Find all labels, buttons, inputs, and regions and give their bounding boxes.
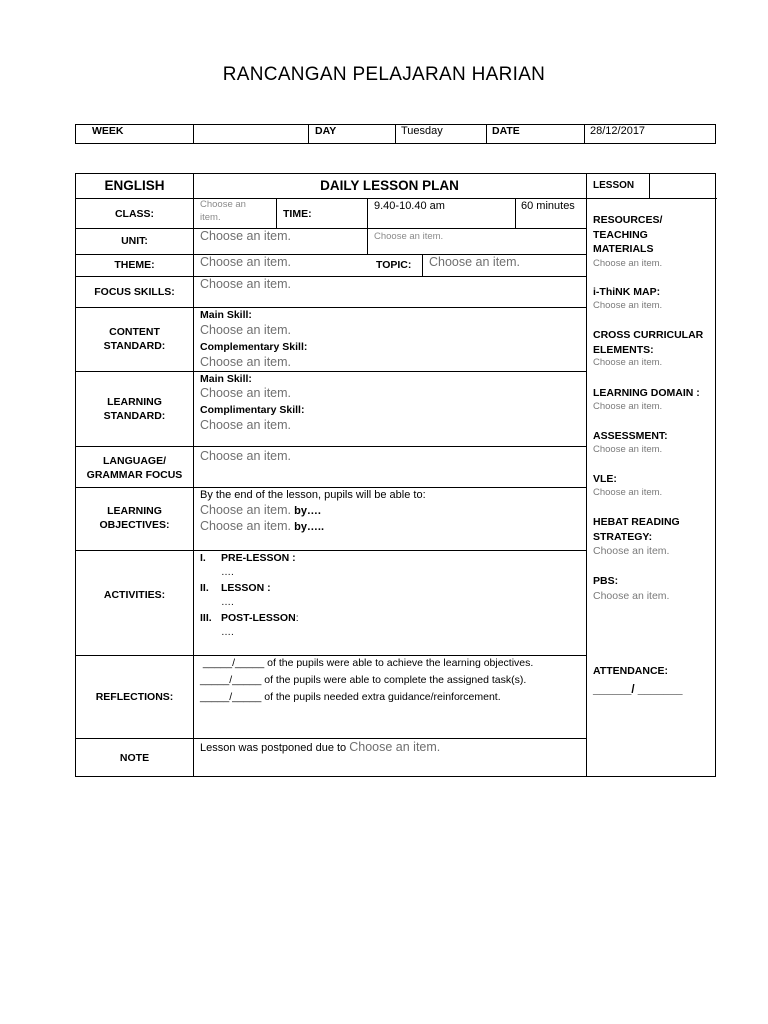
objective-2-by: by….. — [294, 521, 325, 533]
post-lesson-line — [200, 611, 212, 625]
ithink-map-dropdown[interactable]: Choose an item. — [593, 300, 663, 311]
topic-label: TOPIC: — [376, 259, 412, 271]
post-lesson-label: POST-LESSON — [221, 612, 296, 624]
lesson-activity-detail[interactable]: …. — [221, 597, 234, 608]
content-standard-label: CONTENT STANDARD: — [103, 326, 166, 352]
reflection-line-2[interactable]: _____/_____ of the pupils were able to complete the assigned task(s). — [200, 674, 527, 686]
note-line — [200, 740, 440, 755]
complementary-skill-label: Complementary Skill: — [200, 341, 308, 353]
note-text: Lesson was postponed due to — [200, 742, 350, 754]
vle-label: VLE: — [593, 473, 617, 485]
unit-extra-dropdown[interactable]: Choose an item. — [374, 231, 444, 242]
attendance-label: ATTENDANCE: — [593, 665, 669, 677]
time-label: TIME: — [283, 208, 312, 220]
content-complementary-dropdown[interactable]: Choose an item. — [200, 355, 292, 369]
activity-num-3: III. — [200, 612, 212, 624]
learning-standard-label: LEARNING STANDARD: — [103, 396, 166, 422]
objective-line-2 — [200, 519, 324, 534]
lesson-activity-label: LESSON : — [221, 582, 271, 594]
hebat-reading-label: HEBAT READING STRATEGY: — [593, 516, 680, 543]
activities-label: ACTIVITIES: — [103, 589, 166, 601]
activity-num-1: I. — [200, 552, 206, 564]
assessment-label: ASSESSMENT: — [593, 430, 668, 442]
pbs-label: PBS: — [593, 575, 619, 587]
post-lesson-colon: : — [295, 612, 299, 624]
pre-lesson-label: PRE-LESSON : — [221, 552, 296, 564]
objectives-label: LEARNING OBJECTIVES: — [99, 505, 170, 531]
plan-title: DAILY LESSON PLAN — [320, 178, 459, 193]
objective-1-by: by…. — [294, 505, 321, 517]
unit-dropdown[interactable]: Choose an item. — [200, 229, 292, 243]
unit-label: UNIT: — [121, 235, 148, 247]
day-field[interactable]: Tuesday — [401, 125, 443, 137]
post-lesson-detail[interactable]: …. — [221, 627, 234, 638]
ls-main-skill-dropdown[interactable]: Choose an item. — [200, 386, 292, 400]
language-label: LANGUAGE/ GRAMMAR FOCUS — [86, 455, 183, 481]
learning-domain-dropdown[interactable]: Choose an item. — [593, 401, 663, 412]
hebat-reading-dropdown[interactable]: Choose an item. — [593, 545, 670, 557]
note-label: NOTE — [119, 752, 150, 764]
reflection-line-1[interactable]: _____/_____ of the pupils were able to achieve the learning objectives. — [200, 657, 534, 669]
subject-label: ENGLISH — [104, 178, 165, 193]
date-label: DATE — [492, 125, 520, 137]
language-dropdown[interactable]: Choose an item. — [200, 449, 292, 463]
objectives-intro: By the end of the lesson, pupils will be able to: — [200, 489, 426, 501]
time-field[interactable]: 9.40-10.40 am — [374, 200, 445, 212]
post-lesson-label-wrap — [221, 611, 299, 625]
pre-lesson-detail[interactable]: …. — [221, 567, 234, 578]
objective-1-dropdown[interactable]: Choose an item. — [200, 503, 292, 517]
objective-2-dropdown[interactable]: Choose an item. — [200, 519, 292, 533]
pbs-dropdown[interactable]: Choose an item. — [593, 590, 670, 602]
class-dropdown-cont[interactable]: item. — [200, 212, 221, 223]
class-label: CLASS: — [114, 208, 155, 220]
ls-main-skill-label: Main Skill: — [200, 373, 252, 385]
duration-field[interactable]: 60 minutes — [521, 200, 575, 212]
focus-skills-label: FOCUS SKILLS: — [94, 286, 175, 298]
lesson-label: LESSON — [593, 180, 635, 191]
week-label: WEEK — [92, 125, 124, 137]
attendance-field[interactable]: ______/ _______ — [593, 684, 683, 696]
complimentary-skill-label: Complimentary Skill: — [200, 404, 305, 416]
learning-domain-label: LEARNING DOMAIN : — [593, 387, 700, 399]
resources-dropdown[interactable]: Choose an item. — [593, 258, 663, 269]
reflections-label: REFLECTIONS: — [95, 691, 174, 703]
focus-skills-dropdown[interactable]: Choose an item. — [200, 277, 292, 291]
reflection-line-3[interactable]: _____/_____ of the pupils needed extra guidance/reinforcement. — [200, 691, 501, 703]
cross-curricular-label: CROSS CURRICULAR ELEMENTS: — [593, 329, 704, 356]
cross-curricular-dropdown[interactable]: Choose an item. — [593, 357, 663, 368]
activity-num-2: II. — [200, 582, 209, 594]
day-label: DAY — [315, 125, 337, 137]
content-main-skill-dropdown[interactable]: Choose an item. — [200, 323, 292, 337]
ithink-map-label: i-ThiNK MAP: — [593, 286, 661, 298]
page-title: RANCANGAN PELAJARAN HARIAN — [222, 64, 546, 85]
theme-label: THEME: — [114, 259, 155, 271]
main-skill-label: Main Skill: — [200, 309, 252, 321]
class-dropdown[interactable]: Choose an — [200, 199, 246, 210]
theme-dropdown[interactable]: Choose an item. — [200, 255, 292, 269]
topic-dropdown[interactable]: Choose an item. — [429, 255, 521, 269]
vle-dropdown[interactable]: Choose an item. — [593, 487, 663, 498]
objective-line-1 — [200, 503, 321, 518]
date-field[interactable]: 28/12/2017 — [590, 125, 646, 137]
ls-complimentary-dropdown[interactable]: Choose an item. — [200, 418, 292, 432]
resources-label: RESOURCES/ TEACHING MATERIALS — [593, 214, 663, 255]
note-reason-dropdown[interactable]: Choose an item. — [349, 740, 441, 754]
assessment-dropdown[interactable]: Choose an item. — [593, 444, 663, 455]
